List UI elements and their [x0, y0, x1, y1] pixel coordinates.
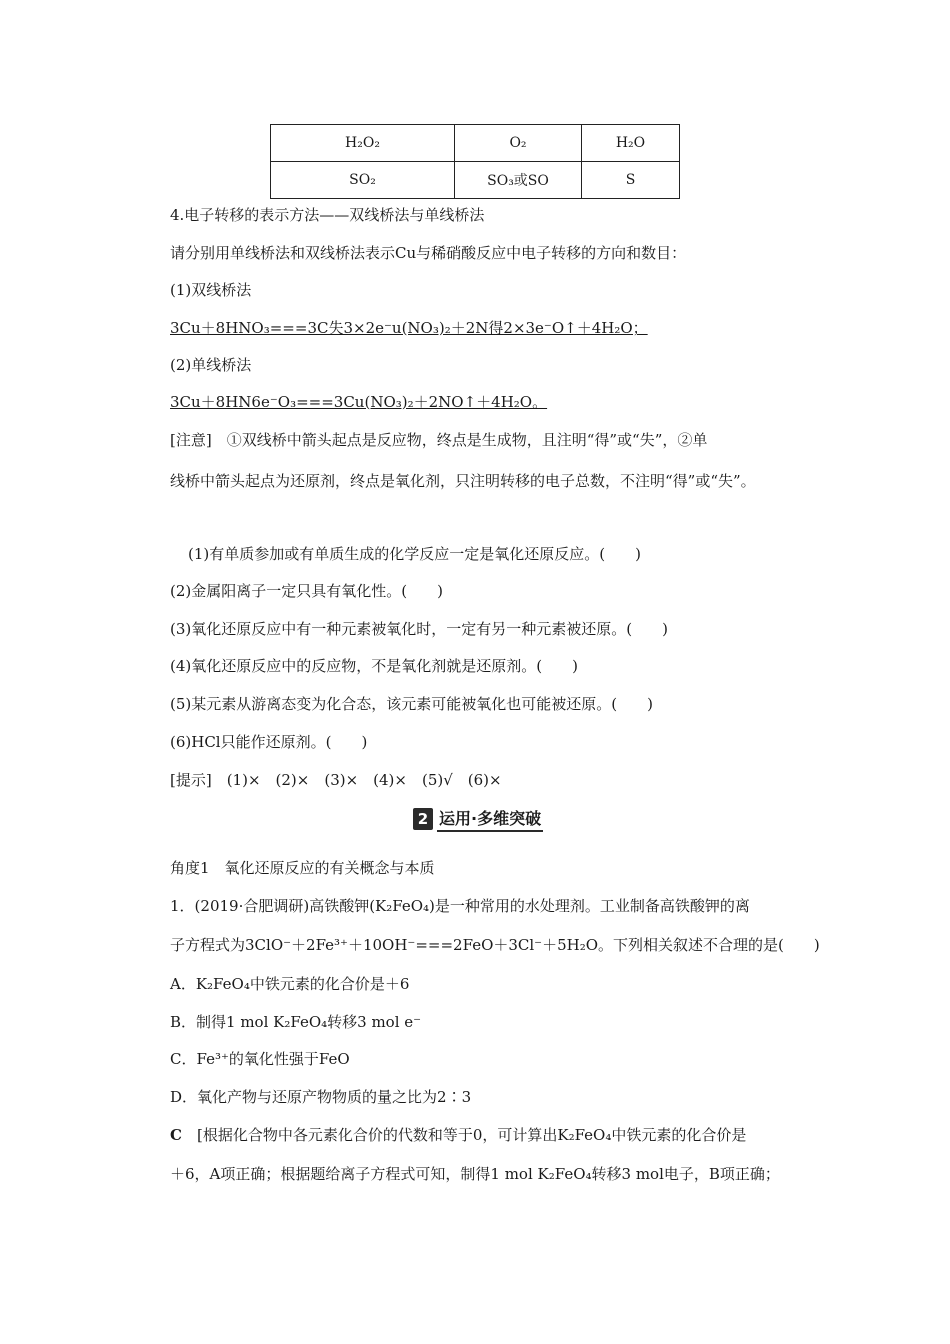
table-row	[271, 125, 680, 162]
angle-title: 角度1 氧化还原反应的有关概念与本质	[170, 859, 435, 877]
answer-line-2: ＋6，A项正确；根据题给离子方程式可知，制得1 mol K₂FeO₄转移3 mol电子，B项正确；	[170, 1165, 780, 1183]
table-cell: SO₃或SO	[455, 162, 582, 199]
species-table	[270, 124, 680, 199]
judge-item: (1)有单质参加或有单质生成的化学反应一定是氧化还原反应。( )	[188, 545, 641, 563]
section-badge	[413, 806, 543, 832]
judge-item: (4)氧化还原反应中的反应物，不是氧化剂就是还原剂。( )	[170, 657, 578, 675]
table-cell: S	[582, 162, 680, 199]
table-row	[271, 162, 680, 199]
judge-item: (2)金属阳离子一定只具有氧化性。( )	[170, 582, 443, 600]
double-bridge-label: (1)双线桥法	[170, 281, 252, 299]
table-cell: H₂O	[582, 125, 680, 162]
option-b: B．制得1 mol K₂FeO₄转移3 mol e⁻	[170, 1013, 422, 1031]
table-cell: O₂	[455, 125, 582, 162]
option-d: D．氧化产物与还原产物物质的量之比为2∶3	[170, 1088, 472, 1106]
section4-prompt: 请分别用单线桥法和双线桥法表示Cu与稀硝酸反应中电子转移的方向和数目：	[170, 244, 687, 262]
answer-line-1	[170, 1124, 746, 1146]
double-bridge-equation: 3Cu＋8HNO₃===3C失3×2e⁻u(NO₃)₂＋2N得2×3e⁻O↑＋4H₂O；	[170, 319, 648, 337]
single-bridge-label: (2)单线桥法	[170, 356, 252, 374]
hint-line: [提示] (1)× (2)× (3)× (4)× (5)√ (6)×	[170, 771, 502, 789]
single-bridge-equation: 3Cu＋8HN6e⁻O₃===3Cu(NO₃)₂＋2NO↑＋4H₂O。	[170, 393, 548, 411]
note-line-1: [注意] ①双线桥中箭头起点是反应物，终点是生成物，且注明“得”或“失”，②单	[170, 431, 708, 449]
judge-item: (3)氧化还原反应中有一种元素被氧化时，一定有另一种元素被还原。( )	[170, 620, 668, 638]
judge-item: (5)某元素从游离态变为化合态，该元素可能被氧化也可能被还原。( )	[170, 695, 653, 713]
table-cell: SO₂	[271, 162, 455, 199]
option-a: A．K₂FeO₄中铁元素的化合价是＋6	[170, 975, 410, 993]
section4-title: 4.电子转移的表示方法——双线桥法与单线桥法	[170, 206, 485, 224]
note-line-2: 线桥中箭头起点为还原剂，终点是氧化剂，只注明转移的电子总数，不注明“得”或“失”。	[170, 472, 756, 490]
section-number: 2	[413, 808, 433, 830]
option-c: C．Fe³⁺的氧化性强于FeO	[170, 1050, 350, 1068]
answer-letter: C	[170, 1126, 182, 1144]
table-cell: H₂O₂	[271, 125, 455, 162]
question-line-2: 子方程式为3ClO⁻＋2Fe³⁺＋10OH⁻===2FeO＋3Cl⁻＋5H₂O。下列相关叙述不合理的是( )	[170, 936, 820, 954]
question-line-1: 1．(2019·合肥调研)高铁酸钾(K₂FeO₄)是一种常用的水处理剂。工业制备高铁酸钾的离	[170, 897, 750, 915]
answer-explanation-1: [根据化合物中各元素化合价的代数和等于0，可计算出K₂FeO₄中铁元素的化合价是	[196, 1126, 747, 1144]
section-title: 运用·多维突破	[437, 806, 543, 832]
judge-item: (6)HCl只能作还原剂。( )	[170, 733, 368, 751]
